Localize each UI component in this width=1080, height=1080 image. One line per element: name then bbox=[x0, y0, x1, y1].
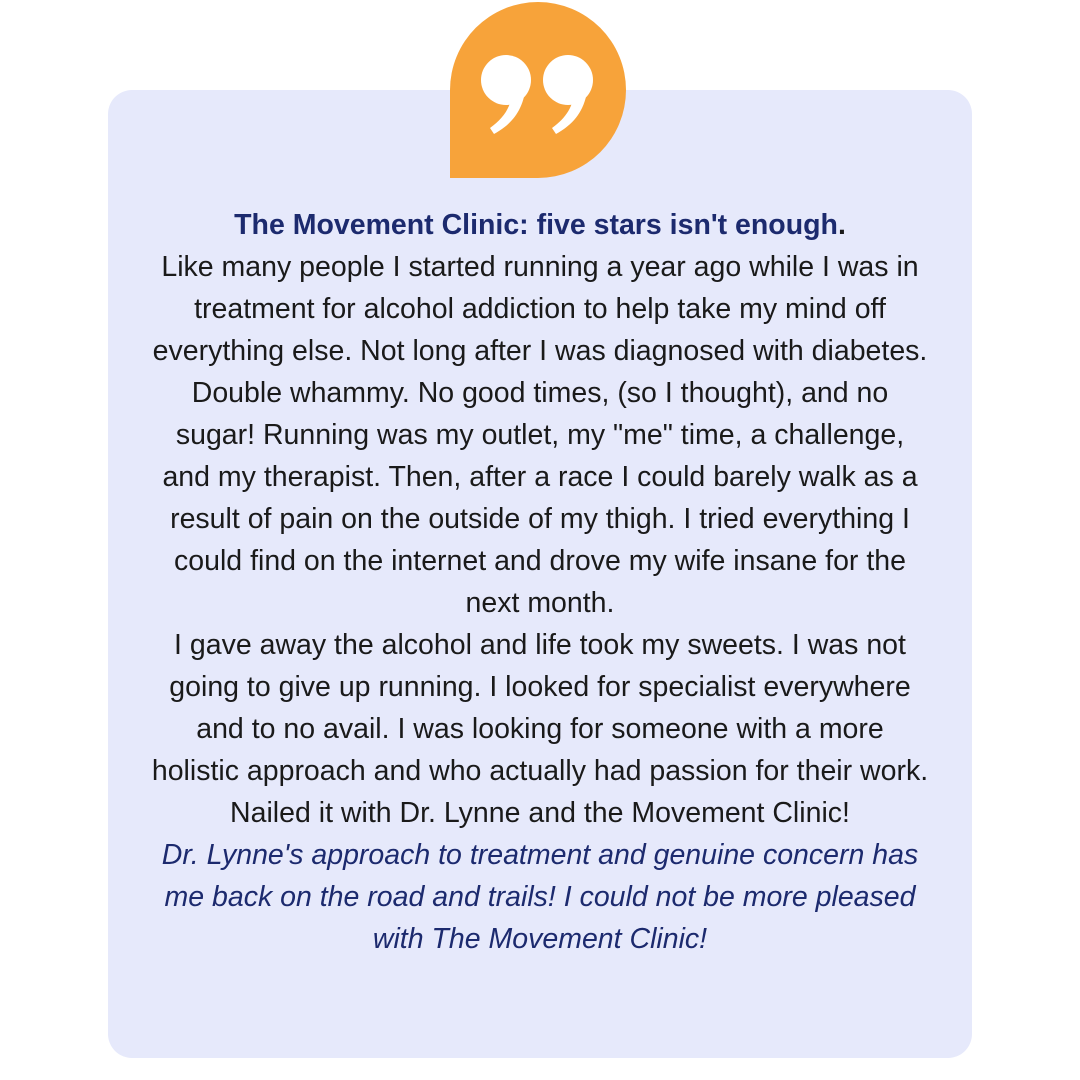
testimonial-text bbox=[150, 204, 930, 960]
testimonial-paragraph-2: I gave away the alcohol and life took my sweets. I was not going to give up running. I looked for specialist everywhere and to no avail. I was looking for someone with a more holistic approach and who actually had passion for their work. Nailed it with Dr. Lynne and the Movement Clinic! bbox=[151, 629, 929, 829]
speech-bubble-shape bbox=[450, 2, 626, 178]
headline-period: . bbox=[837, 209, 846, 241]
testimonial-closing: Dr. Lynne's approach to treatment and genuine concern has me back on the road and trails! I could not be more pleased with The Movement Clinic! bbox=[161, 839, 919, 955]
testimonial-paragraph-1: Like many people I started running a year ago while I was in treatment for alcohol addiction to help take my mind off everything else. Not long after I was diagnosed with diabetes. Double whammy. No good times, (so I thought), and no sugar! Running was my outlet, my "me" time, a challenge, and my therapist. Then, after a race I could barely walk as a result of pain on the outside of my thigh. I tried everything I could find on the internet and drove my wife insane for the next month. bbox=[152, 251, 928, 619]
quote-bubble-icon bbox=[446, 2, 636, 182]
testimonial-headline: The Movement Clinic: five stars isn't enough. bbox=[234, 209, 846, 241]
